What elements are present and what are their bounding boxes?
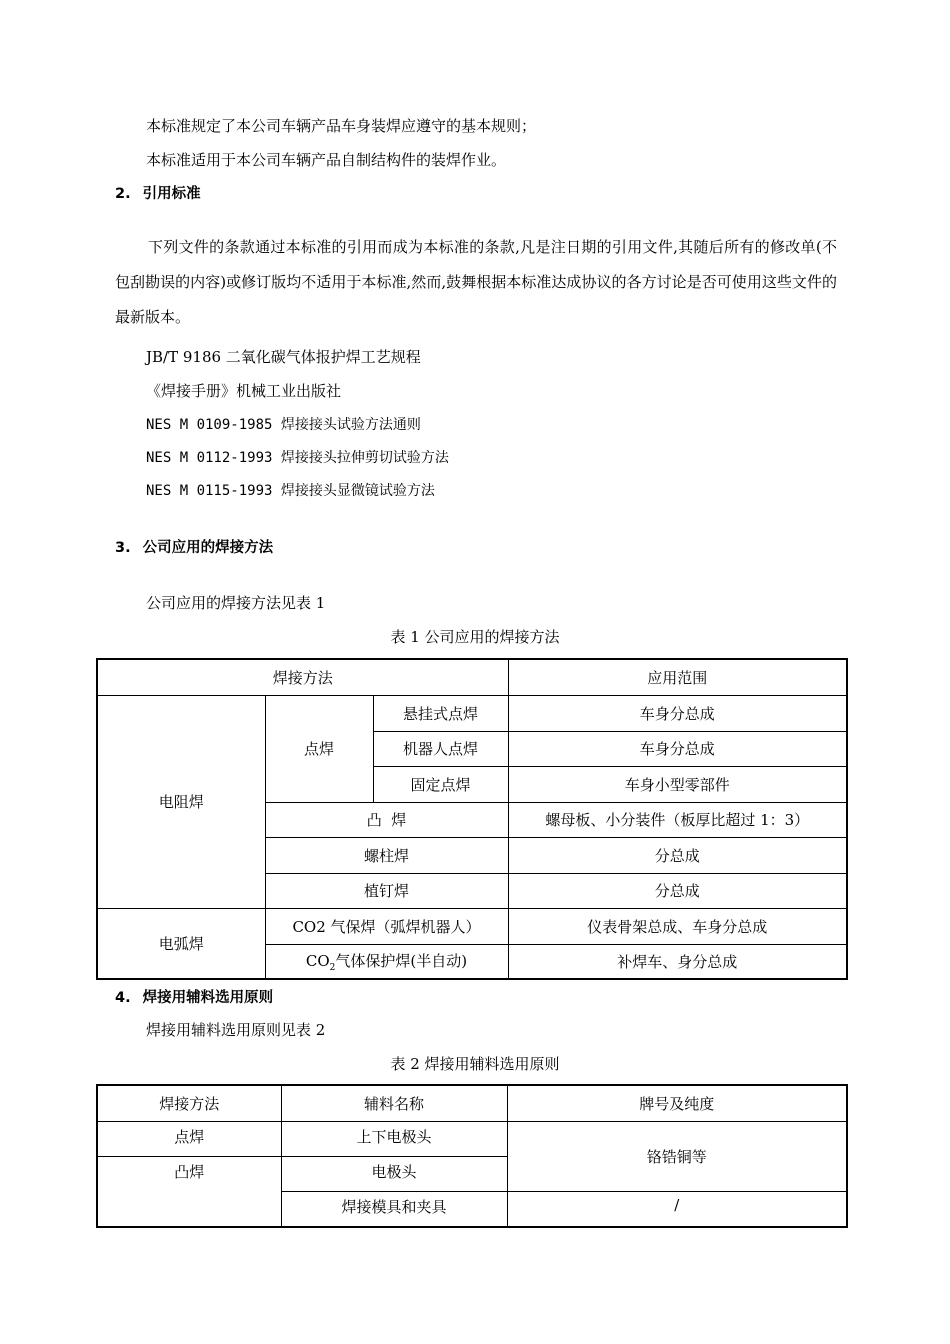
spot-welding: 点焊	[97, 1121, 281, 1156]
section-2-title: 引用标准	[142, 186, 201, 202]
section-3-intro: 公司应用的焊接方法见表 1	[146, 594, 326, 612]
section-4-number: 4.	[115, 990, 131, 1006]
reference-2: 《焊接手册》机械工业出版社	[146, 382, 342, 400]
section-3-heading	[115, 536, 273, 557]
table-row	[97, 695, 847, 731]
table-1-caption: 表 1 公司应用的焊接方法	[390, 628, 560, 646]
header-scope: 应用范围	[508, 659, 847, 695]
intro-line-1: 本标准规定了本公司车辆产品车身装焊应遵守的基本规则；	[146, 117, 537, 135]
reference-3: NES M 0109-1985 焊接接头试验方法通则	[146, 417, 421, 433]
co2-robot-scope: 仪表骨架总成、车身分总成	[508, 908, 847, 944]
spot-welding: 点焊	[265, 695, 373, 802]
section-2-heading	[115, 182, 201, 203]
robot-spot-scope: 车身分总成	[508, 731, 847, 766]
header-method: 焊接方法	[97, 659, 508, 695]
table-row	[97, 659, 847, 695]
co2-semi-subscript: 2	[329, 962, 336, 973]
fixture: 焊接模具和夹具	[281, 1191, 507, 1227]
reference-1: JB/T 9186 二氧化碳气体报护焊工艺规程	[146, 348, 421, 366]
table-row	[97, 908, 847, 944]
nail-scope: 分总成	[508, 873, 847, 908]
electrode: 电极头	[281, 1156, 507, 1191]
header-method: 焊接方法	[97, 1085, 281, 1121]
co2-robot-welding: CO2 气保焊（弧焊机器人）	[265, 908, 508, 944]
co2-semi-welding	[265, 944, 508, 979]
hanging-spot-scope: 车身分总成	[508, 695, 847, 731]
co2-semi-suffix: 气体保护焊(半自动)	[335, 951, 468, 970]
co2-semi-prefix: CO	[305, 951, 330, 970]
reference-4: NES M 0112-1993 焊接接头拉伸剪切试验方法	[146, 450, 449, 466]
table-2	[96, 1084, 848, 1228]
co2-semi-scope: 补焊车、身分总成	[508, 944, 847, 979]
fixed-spot: 固定点焊	[373, 766, 508, 802]
section-2-paragraph: 下列文件的条款通过本标准的引用而成为本标准的条款,凡是注日期的引用文件,其随后所有的修改单(不包刮勘误的内容)或修订版均不适用于本标准,然而,鼓舞根据本标准达成协议的各方讨论是否可使用这些文件的最新版本。	[115, 238, 837, 326]
arc-welding: 电弧焊	[97, 908, 265, 979]
section-3-title: 公司应用的焊接方法	[142, 540, 274, 556]
robot-spot: 机器人点焊	[373, 731, 508, 766]
intro-line-2: 本标准适用于本公司车辆产品自制结构件的装焊作业。	[146, 151, 507, 169]
stud-scope: 分总成	[508, 837, 847, 873]
table-2-caption: 表 2 焊接用辅料选用原则	[390, 1055, 560, 1073]
hanging-spot: 悬挂式点焊	[373, 695, 508, 731]
reference-5: NES M 0115-1993 焊接接头显微镜试验方法	[146, 483, 435, 499]
projection-welding: 凸焊	[97, 1156, 281, 1227]
table-1	[96, 658, 848, 980]
table-row	[97, 1121, 847, 1156]
projection-scope: 螺母板、小分装件（板厚比超过 1：3）	[508, 802, 847, 837]
projection-welding: 凸 焊	[265, 802, 508, 837]
resistance-welding: 电阻焊	[97, 695, 265, 908]
upper-lower-electrode: 上下电极头	[281, 1121, 507, 1156]
section-3-number: 3.	[115, 540, 131, 556]
section-2-number: 2.	[115, 186, 131, 202]
table-row	[97, 1085, 847, 1121]
header-brand: 牌号及纯度	[507, 1085, 847, 1121]
section-4-heading	[115, 986, 273, 1007]
stud-welding: 螺柱焊	[265, 837, 508, 873]
nail-welding: 植钉焊	[265, 873, 508, 908]
section-4-intro: 焊接用辅料选用原则见表 2	[146, 1021, 326, 1039]
brand-fixture: /	[507, 1191, 847, 1227]
header-name: 辅料名称	[281, 1085, 507, 1121]
section-4-title: 焊接用辅料选用原则	[142, 990, 274, 1006]
brand-electrode: 铬锆铜等	[507, 1121, 847, 1191]
fixed-spot-scope: 车身小型零部件	[508, 766, 847, 802]
